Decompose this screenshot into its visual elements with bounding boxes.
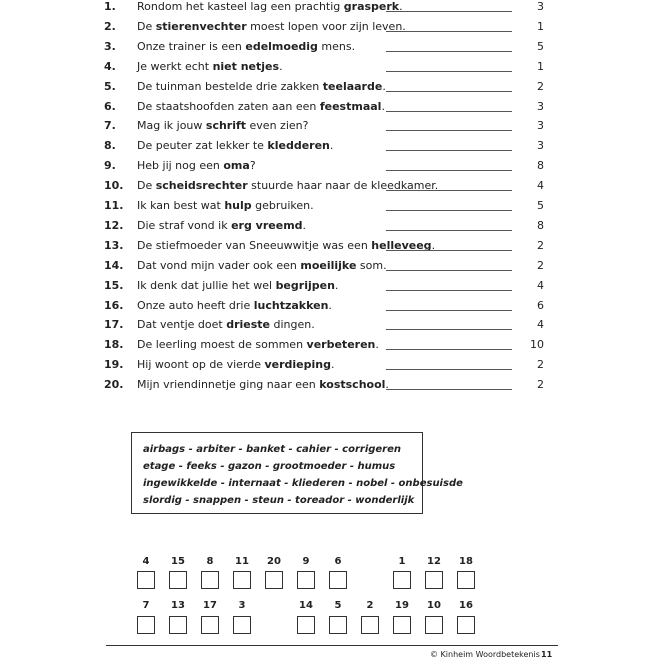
sentence-score: 1	[537, 59, 544, 73]
sentence-score: 1	[537, 19, 544, 33]
sentence-before: Ik denk dat jullie het wel	[137, 278, 276, 292]
sentence-row	[0, 40, 660, 60]
sentence-number: 8.	[104, 139, 116, 153]
sentence-text	[137, 338, 379, 352]
answer-box[interactable]	[137, 616, 155, 634]
answer-line[interactable]	[386, 130, 512, 131]
answer-line[interactable]	[386, 310, 512, 311]
sentence-row	[0, 179, 660, 199]
sentence-after: .	[375, 338, 379, 352]
sentence-before: De stiefmoeder van Sneeuwwitje was een	[137, 238, 372, 252]
sentence-before: Heb jij nog een	[137, 159, 224, 173]
puzzle-number: 7	[142, 600, 150, 611]
sentence-text	[137, 159, 256, 173]
sentence-before: De leerling moest de sommen	[137, 338, 307, 352]
word-box	[131, 432, 463, 514]
sentence-after: dingen.	[270, 318, 315, 332]
sentence-after: moest lopen voor zijn leven.	[246, 19, 406, 33]
sentence-row	[0, 100, 660, 120]
sentence-text	[137, 20, 406, 34]
puzzle-number: 13	[171, 600, 185, 611]
puzzle-number: 1	[398, 556, 406, 567]
puzzle-number: 3	[238, 600, 246, 611]
puzzle-number: 19	[395, 600, 409, 611]
answer-box[interactable]	[361, 616, 379, 634]
sentence-number: 7.	[104, 119, 116, 133]
answer-box[interactable]	[329, 616, 347, 634]
sentence-before: Je werkt echt	[137, 59, 213, 73]
answer-box[interactable]	[137, 571, 155, 589]
target-word: erg vreemd	[231, 218, 303, 232]
sentence-after: .	[302, 218, 307, 232]
sentence-text	[137, 80, 386, 94]
word-line: slordig - snappen - steun - toreador - wonderlijk	[143, 495, 415, 506]
answer-line[interactable]	[386, 290, 512, 291]
sentence-row	[0, 358, 660, 378]
sentence-before: Mag ik jouw	[137, 119, 206, 133]
target-word: kostschool	[319, 378, 386, 392]
target-word: grasperk	[343, 0, 400, 13]
sentence-row	[0, 80, 660, 100]
puzzle-number: 11	[235, 556, 249, 567]
answer-box[interactable]	[425, 616, 443, 634]
target-word: schrift	[205, 119, 247, 133]
target-word: drieste	[226, 318, 270, 332]
answer-line[interactable]	[386, 111, 512, 112]
target-word: kledderen	[267, 139, 330, 153]
sentence-row	[0, 338, 660, 358]
target-word: oma	[223, 159, 250, 173]
sentence-score: 4	[537, 318, 544, 332]
sentence-score: 4	[537, 179, 544, 193]
answer-box[interactable]	[425, 571, 443, 589]
sentence-row	[0, 279, 660, 299]
sentence-text	[137, 60, 283, 74]
answer-box[interactable]	[393, 616, 411, 634]
answer-box[interactable]	[233, 616, 251, 634]
answer-box[interactable]	[297, 571, 315, 589]
sentence-number: 12.	[104, 218, 124, 232]
sentence-after: .	[334, 278, 339, 292]
sentence-after: gebruiken.	[251, 199, 314, 212]
target-word: hulp	[224, 199, 252, 212]
sentence-number: 3.	[104, 39, 116, 53]
sentence-after: even zien?	[246, 119, 309, 133]
answer-line[interactable]	[386, 91, 512, 92]
sentence-score: 6	[537, 298, 544, 312]
puzzle-number: 5	[334, 600, 342, 611]
sentence-number: 17.	[104, 318, 124, 332]
sentence-score: 4	[537, 278, 544, 292]
sentence-number: 4.	[104, 59, 116, 73]
sentence-row	[0, 378, 660, 398]
sentence-row	[0, 159, 660, 179]
sentence-before: Onze auto heeft drie	[137, 298, 254, 312]
sentence-number: 19.	[104, 358, 124, 372]
sentence-score: 8	[537, 159, 544, 173]
answer-line[interactable]	[386, 389, 512, 390]
answer-box[interactable]	[457, 571, 475, 589]
sentence-before: Ik kan best wat	[137, 199, 225, 212]
answer-line[interactable]	[386, 270, 512, 271]
answer-line[interactable]	[386, 11, 512, 12]
sentence-text	[137, 259, 387, 273]
sentence-number: 18.	[104, 338, 124, 352]
sentence-row	[0, 119, 660, 139]
sentence-row	[0, 299, 660, 319]
sentence-number: 11.	[104, 199, 124, 212]
sentence-before: De	[137, 179, 156, 193]
word-line: airbags - arbiter - banket - cahier - corrigeren	[143, 444, 402, 455]
page-number: 11	[541, 650, 553, 659]
answer-line[interactable]	[386, 210, 512, 211]
sentence-after: .	[382, 79, 386, 93]
sentence-score: 2	[537, 358, 544, 372]
target-word: verdieping	[264, 358, 331, 372]
answer-line[interactable]	[386, 230, 512, 231]
sentence-text	[137, 279, 338, 293]
sentence-score: 2	[537, 258, 544, 272]
target-word: scheidsrechter	[155, 179, 248, 193]
sentence-before: Dat ventje doet	[137, 318, 227, 332]
sentence-score: 3	[537, 139, 544, 153]
answer-box[interactable]	[393, 571, 411, 589]
sentence-text	[137, 219, 306, 233]
puzzle-number: 14	[299, 600, 313, 611]
sentence-score: 5	[537, 39, 544, 53]
puzzle-number: 2	[366, 600, 374, 611]
sentence-text	[137, 139, 333, 153]
target-word: stierenvechter	[155, 19, 247, 33]
sentence-after: .	[399, 0, 403, 13]
sentence-row	[0, 0, 660, 20]
sentence-row	[0, 60, 660, 80]
sentence-row	[0, 139, 660, 159]
sentence-after: som.	[356, 258, 387, 272]
answer-line[interactable]	[386, 51, 512, 52]
answer-line[interactable]	[386, 329, 512, 330]
answer-box[interactable]	[329, 571, 347, 589]
word-line: ingewikkelde - internaat - kliederen - nobel - onbesuisde	[143, 478, 463, 489]
answer-line[interactable]	[386, 150, 512, 151]
sentence-text	[137, 40, 355, 54]
sentence-number: 16.	[104, 298, 124, 312]
sentence-before: Hij woont op de vierde	[137, 358, 265, 372]
footer-divider	[106, 645, 558, 646]
sentence-text	[137, 358, 335, 372]
sentence-number: 14.	[104, 258, 124, 272]
sentence-text	[137, 100, 385, 114]
sentence-text	[137, 299, 332, 313]
target-word: moeilijke	[300, 258, 357, 272]
sentence-score: 3	[537, 99, 544, 113]
sentence-number: 10.	[104, 179, 124, 193]
target-word: teelaarde	[322, 79, 383, 93]
word-line: etage - feeks - gazon - grootmoeder - humus	[143, 461, 396, 472]
answer-box[interactable]	[297, 616, 315, 634]
sentence-after: .	[331, 358, 335, 372]
sentence-after: ?	[249, 159, 256, 173]
sentence-after: .	[328, 298, 332, 312]
sentence-before: De peuter zat lekker te	[137, 139, 268, 153]
target-word: feestmaal	[319, 99, 382, 113]
puzzle-number: 17	[203, 600, 217, 611]
sentence-text	[137, 378, 389, 392]
sentence-before: Mijn vriendinnetje ging naar een	[137, 378, 320, 392]
target-word: luchtzakken	[253, 298, 329, 312]
answer-box[interactable]	[169, 616, 187, 634]
sentence-text	[137, 199, 314, 213]
answer-box[interactable]	[233, 571, 251, 589]
target-word: begrijpen	[275, 278, 335, 292]
sentence-before: Die straf vond ik	[137, 218, 232, 232]
puzzle-number: 8	[206, 556, 214, 567]
sentence-number: 6.	[104, 99, 116, 113]
answer-box[interactable]	[169, 571, 187, 589]
sentence-before: De staatshoofden zaten aan een	[137, 99, 320, 113]
sentence-text	[137, 119, 308, 133]
answer-box[interactable]	[265, 571, 283, 589]
puzzle-number: 12	[427, 556, 441, 567]
sentence-score: 2	[537, 79, 544, 93]
sentence-number: 13.	[104, 238, 124, 252]
puzzle-number: 16	[459, 600, 473, 611]
sentence-after: mens.	[317, 39, 356, 53]
sentence-before: Rondom het kasteel lag een prachtig	[137, 0, 344, 13]
answer-line[interactable]	[386, 31, 512, 32]
sentence-row	[0, 219, 660, 239]
answer-line[interactable]	[386, 369, 512, 370]
sentence-number: 5.	[104, 79, 116, 93]
sentence-score: 3	[537, 119, 544, 133]
sentence-row	[0, 259, 660, 279]
answer-line[interactable]	[386, 170, 512, 171]
sentence-score: 10	[530, 338, 544, 352]
sentence-after: .	[329, 139, 334, 153]
sentence-after: stuurde haar naar de kleedkamer.	[247, 179, 439, 193]
sentence-score: 8	[537, 218, 544, 232]
answer-line[interactable]	[386, 250, 512, 251]
sentence-row	[0, 199, 660, 219]
sentence-number: 9.	[104, 159, 116, 173]
sentence-number: 2.	[104, 19, 116, 33]
puzzle-number: 15	[171, 556, 185, 567]
target-word: helleveeg	[371, 238, 432, 252]
sentence-number: 20.	[104, 378, 124, 392]
puzzle-number: 20	[267, 556, 281, 567]
target-word: verbeteren	[306, 338, 376, 352]
sentence-text	[137, 318, 315, 332]
sentence-before: De tuinman bestelde drie zakken	[137, 79, 323, 93]
sentence-before: De	[137, 19, 156, 33]
footer-copyright: © Kinheim Woordbetekenis	[430, 650, 540, 659]
answer-box[interactable]	[201, 571, 219, 589]
sentence-before: Onze trainer is een	[137, 39, 246, 53]
puzzle-number: 4	[142, 556, 150, 567]
sentence-number: 15.	[104, 278, 124, 292]
sentence-score: 5	[537, 199, 544, 212]
puzzle-number: 6	[334, 556, 342, 567]
sentence-score: 2	[537, 238, 544, 252]
sentence-score: 3	[537, 0, 544, 13]
answer-box[interactable]	[457, 616, 475, 634]
sentence-number: 1.	[104, 0, 116, 13]
sentence-before: Dat vond mijn vader ook een	[137, 258, 301, 272]
answer-line[interactable]	[386, 190, 512, 191]
sentence-after: .	[279, 59, 283, 73]
sentence-after: .	[381, 99, 385, 113]
answer-line[interactable]	[386, 349, 512, 350]
sentence-score: 2	[537, 378, 544, 392]
target-word: niet netjes	[212, 59, 280, 73]
sentence-row	[0, 20, 660, 40]
sentence-after: .	[431, 238, 436, 252]
sentence-row	[0, 318, 660, 338]
puzzle-number: 18	[459, 556, 473, 567]
target-word: edelmoedig	[245, 39, 318, 53]
sentence-text	[137, 0, 403, 14]
sentence-row	[0, 239, 660, 259]
answer-line[interactable]	[386, 71, 512, 72]
puzzle-number: 10	[427, 600, 441, 611]
answer-box[interactable]	[201, 616, 219, 634]
puzzle-number: 9	[302, 556, 310, 567]
sentence-after: .	[385, 378, 389, 392]
